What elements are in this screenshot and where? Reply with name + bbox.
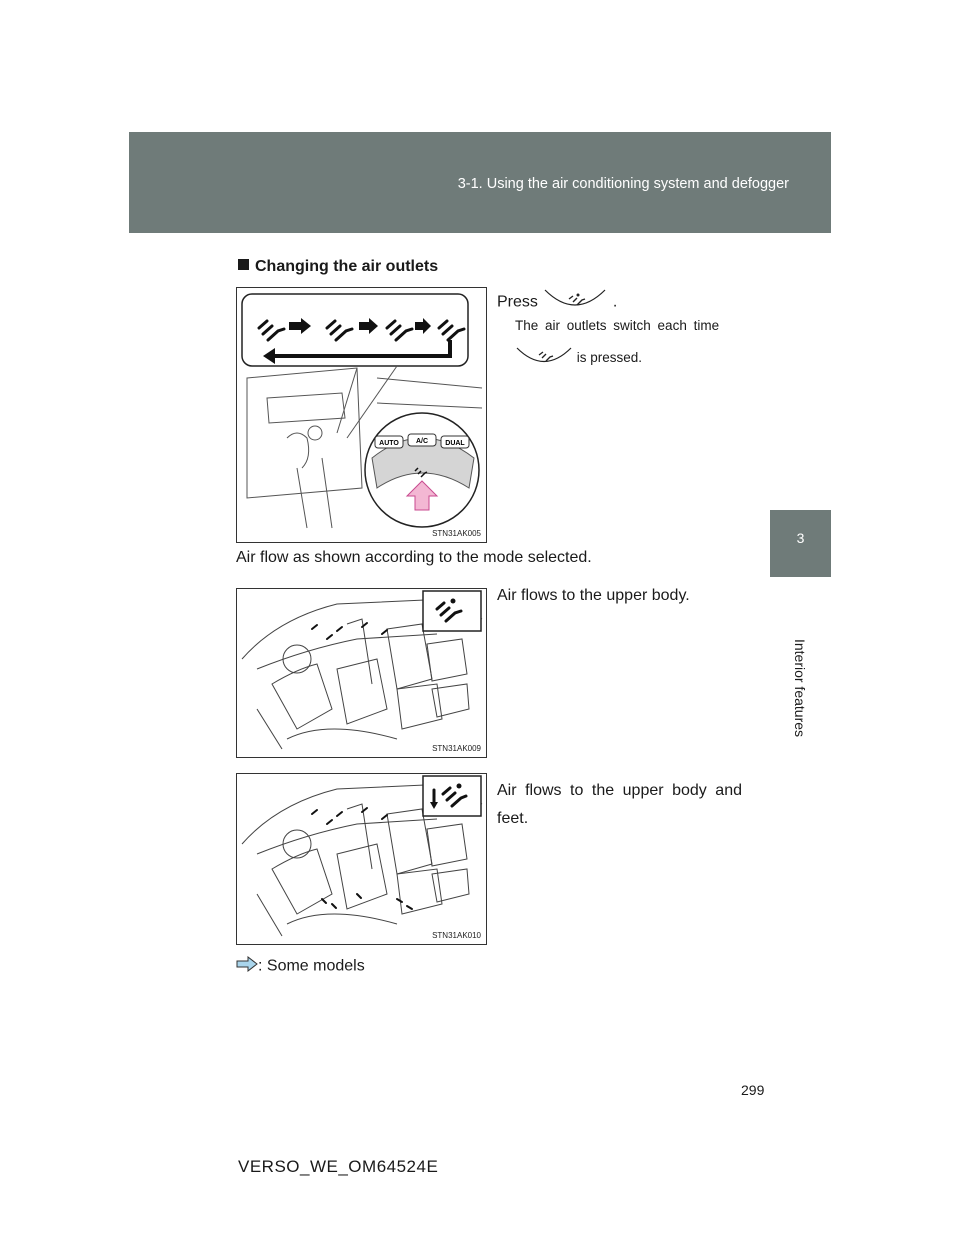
button-label-auto: AUTO: [379, 440, 399, 447]
figure-caption: Air flow as shown according to the mode selected.: [236, 549, 592, 566]
document-code: VERSO_WE_OM64524E: [238, 1157, 439, 1176]
page-number: 299: [741, 1082, 765, 1098]
square-bullet-icon: [238, 259, 249, 270]
legend: : Some models: [236, 956, 365, 977]
button-label-ac: A/C: [415, 438, 429, 445]
mode-description: Air flows to the upper body.: [497, 587, 690, 604]
note-text-2: is pressed.: [515, 345, 642, 372]
note-text: The air outlets switch each time: [515, 318, 720, 333]
mode-button-icon: [515, 345, 573, 372]
figure-code: STN31AK010: [432, 931, 481, 940]
airflow-upper-body-feet-figure: [236, 773, 487, 945]
chapter-label: Interior features: [792, 638, 808, 738]
section-title: 3-1. Using the air conditioning system and defogger: [457, 176, 789, 192]
airflow-upper-body-figure: [236, 588, 487, 758]
figure-code: STN31AK009: [432, 744, 481, 753]
outline-arrow-icon: [236, 956, 258, 977]
press-instruction: Press .: [497, 286, 617, 319]
section-heading: Changing the air outlets: [238, 258, 438, 276]
control-panel-figure: [236, 287, 487, 543]
page-header: [129, 132, 831, 233]
figure-code: STN31AK005: [432, 529, 481, 538]
button-label-dual: DUAL: [445, 440, 465, 447]
mode-button-icon: [542, 286, 608, 319]
chapter-number: 3: [796, 530, 805, 546]
mode-description: Air flows to the upper body and feet.: [497, 782, 742, 827]
chapter-tab: [770, 510, 831, 577]
